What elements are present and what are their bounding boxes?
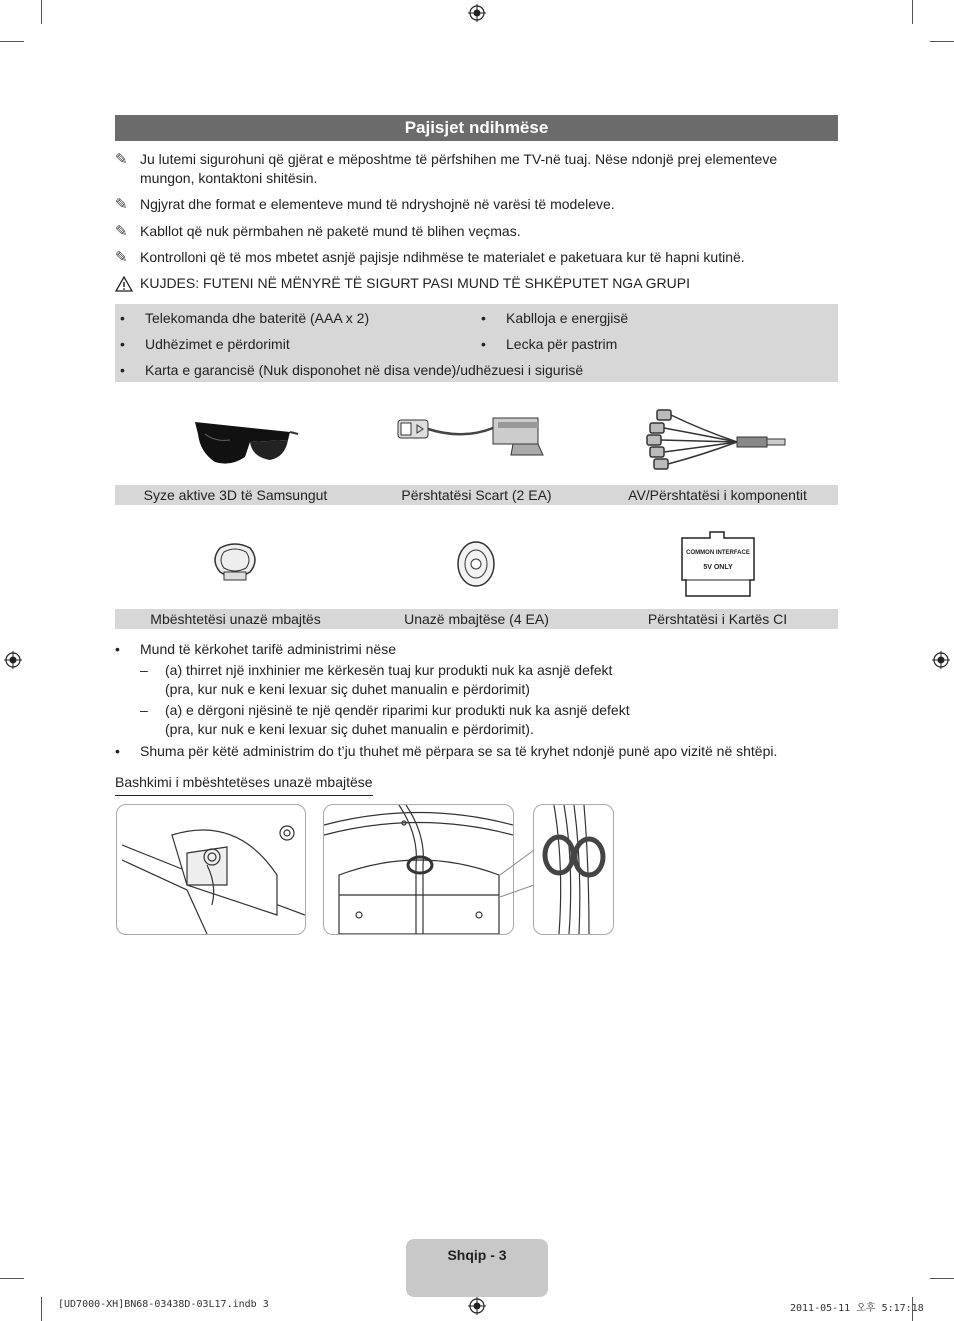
registration-mark-icon [468,1297,486,1315]
crop-mark [930,1278,954,1279]
warning-triangle-icon [115,276,133,292]
holder-ring-image [455,540,497,588]
accessory-caption: Përshtatësi i Kartës CI [647,611,788,627]
caution-text: KUJDES: FUTENI NË MËNYRË TË SIGURT PASI MUND TË SHKËPUTET NGA GRUPI [140,275,690,291]
scart-adapter-image [393,410,553,460]
pencil-note-icon: ✎ [115,249,128,266]
crop-mark [0,41,24,42]
accessory-caption: AV/Përshtatësi i komponentit [628,487,807,503]
accessory-caption: Syze aktive 3D të Samsungut [143,487,328,503]
accessory-caption: Përshtatësi Scart (2 EA) [401,487,552,503]
note-text: Ju lutemi sigurohuni që gjërat e mëposhtme të përfshihen me TV-në tuaj. Nëse ndonjë prej elementeve mungon, kontaktoni shitësin. [140,151,778,186]
pencil-note-icon: ✎ [115,151,128,168]
holder-ring-support-image [210,540,260,585]
connector-line [500,845,536,905]
section-title: Pajisjet ndihmëse [115,115,838,141]
assembly-diagram-1 [116,804,306,935]
accessory-caption: Mbështetësi unazë mbajtës [150,611,321,627]
note [115,195,835,215]
pencil-note-icon: ✎ [115,223,128,240]
list-item: (pra, kur nuk e keni lexuar siç duhet manualin e përdorimit). [165,721,534,737]
assembly-diagram-2 [323,804,514,935]
caution [115,274,835,294]
note [115,248,835,268]
crop-mark [930,41,954,42]
3d-glasses-image [190,412,300,472]
note-text: Ngjyrat dhe format e elementeve mund të ndryshojnë në varësi të modeleve. [140,196,615,212]
note-text: Kontrolloni që të mos mbetet asnjë pajisje ndihmëse te materialet e paketuara kur të hapni kutinë. [140,249,745,265]
page-number-tab: Shqip - 3 [406,1239,548,1297]
ci-card-label-line1: COMMON INTERFACE [686,550,750,556]
registration-mark-icon [932,651,950,669]
registration-mark-icon [468,4,486,22]
note [115,150,835,190]
file-info: [UD7000-XH]BN68-03438D-03L17.indb 3 [58,1299,269,1310]
pencil-note-icon: ✎ [115,196,128,213]
av-component-adapter-image [642,405,792,475]
crop-mark [41,1297,42,1321]
subheading: Bashkimi i mbështetëses unazë mbajtëse [115,773,373,796]
accessory-caption: Unazë mbajtëse (4 EA) [404,611,549,627]
note-text: Kabllot që nuk përmbahen në paketë mund të blihen veçmas. [140,223,521,239]
print-timestamp: 2011-05-11 오후 5:17:18 [790,1303,924,1314]
note [115,222,835,242]
crop-mark [912,0,913,24]
ci-card-adapter-image [680,530,756,598]
assembly-diagram-3 [533,804,614,935]
ci-card-label-line2: 5V ONLY [703,564,733,571]
crop-mark [0,1278,24,1279]
crop-mark [41,0,42,24]
list-item: (pra, kur nuk e keni lexuar siç duhet manualin e përdorimit) [165,681,530,697]
registration-mark-icon [4,651,22,669]
